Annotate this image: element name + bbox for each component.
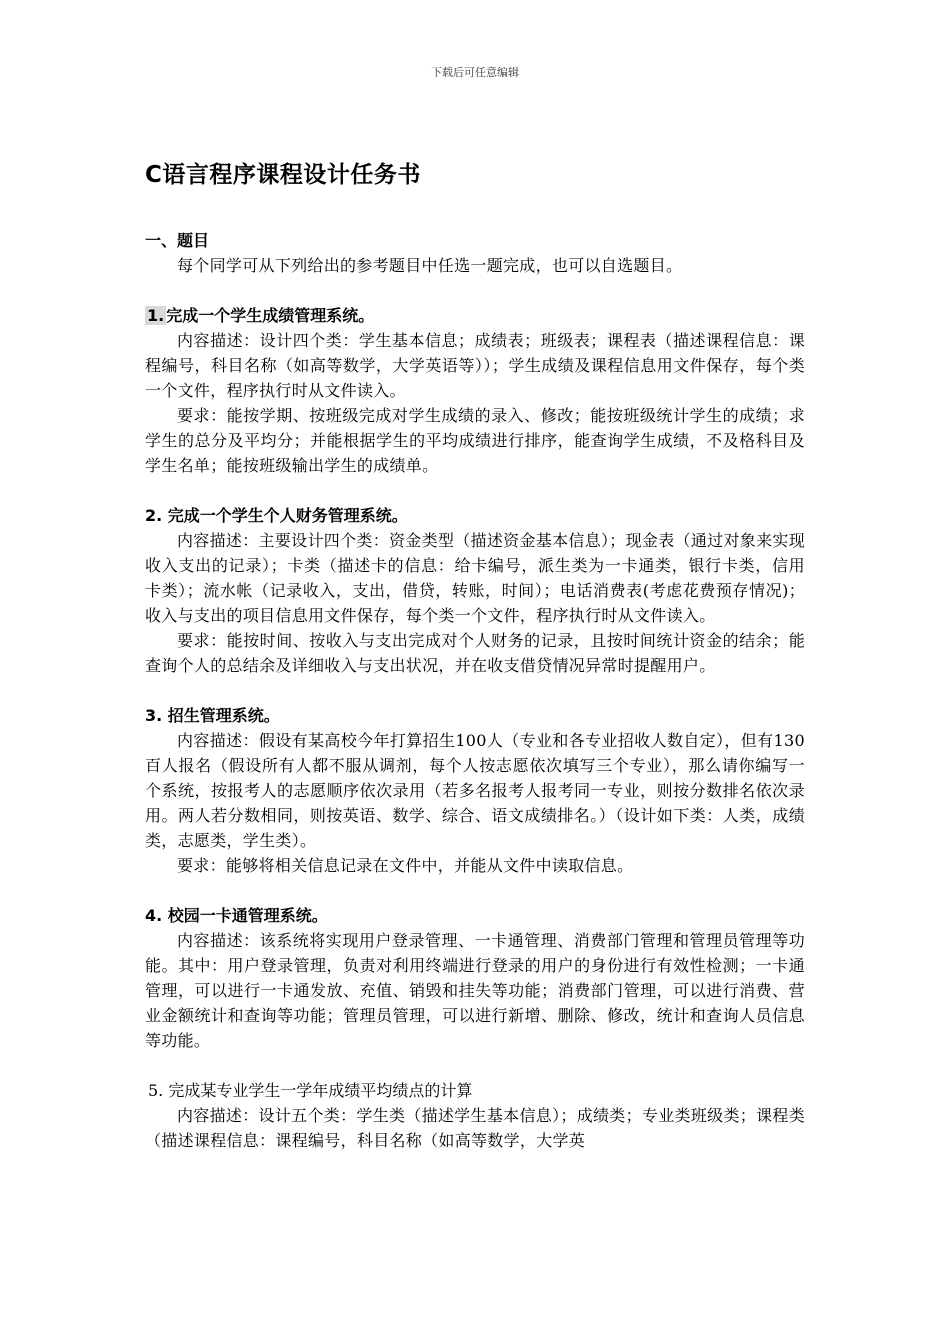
topic-title: [145, 1078, 805, 1103]
topic-title: [145, 903, 805, 928]
topic-title-text: 完成某专业学生一学年成绩平均绩点的计算: [168, 1081, 473, 1100]
topic-title: [145, 503, 805, 528]
header-note: 下载后可任意编辑: [431, 66, 519, 79]
topic-title-text: 完成一个学生成绩管理系统。: [166, 306, 375, 325]
topic-paragraph: 内容描述：设计五个类：学生类（描述学生基本信息）；成绩类；专业类班级类；课程类（描述课程信息：课程编号，科目名称（如高等数学，大学英: [145, 1106, 805, 1150]
topic-paragraph: 内容描述：主要设计四个类：资金类型（描述资金基本信息）；现金表（通过对象来实现收入支出的记录）；卡类（描述卡的信息：给卡编号，派生类为一卡通类，银行卡类，信用卡类）；流水帐（记录收入，支出，借贷，转账，时间）；电话消费表(考虑花费预存情况)；收入与支出的项目信息用文件保存，每个类一个文件，程序执行时从文件读入。: [145, 531, 805, 625]
topic-paragraph: 内容描述：设计四个类：学生基本信息；成绩表；班级表；课程表（描述课程信息：课程编号，科目名称（如高等数学，大学英语等））；学生成绩及课程信息用文件保存，每个类一个文件，程序执行时从文件读入。: [145, 331, 805, 400]
topic-2: [145, 503, 805, 678]
topic-title-text: 完成一个学生个人财务管理系统。: [167, 506, 408, 525]
topic-title-text: 校园一卡通管理系统。: [167, 906, 328, 925]
topic-number: 3.: [145, 706, 168, 725]
topic-number: 2.: [145, 506, 168, 525]
topic-title-text: 招生管理系统。: [167, 706, 280, 725]
topic-number: 1.: [147, 306, 165, 325]
topic-paragraph: 要求：能够将相关信息记录在文件中，并能从文件中读取信息。: [177, 856, 634, 875]
topic-paragraph: 要求：能按时间、按收入与支出完成对个人财务的记录，且按时间统计资金的结余；能查询个人的总结余及详细收入与支出状况，并在收支借贷情况异常时提醒用户。: [145, 631, 805, 675]
topic-5: [145, 1078, 805, 1153]
topic-title: [145, 303, 805, 328]
topic-title: [145, 703, 805, 728]
topic-4: [145, 903, 805, 1053]
topic-3: [145, 703, 805, 878]
topic-paragraph: 要求：能按学期、按班级完成对学生成绩的录入、修改；能按班级统计学生的成绩；求学生的总分及平均分；并能根据学生的平均成绩进行排序，能查询学生成绩，不及格科目及学生名单；能按班级输出学生的成绩单。: [145, 406, 805, 475]
document-body: [145, 158, 805, 1153]
topic-number: 5.: [148, 1081, 169, 1100]
document-title: C语言程序课程设计任务书: [145, 162, 421, 188]
topic-paragraph: 内容描述：假设有某高校今年打算招生100人（专业和各专业招收人数自定），但有130百人报名（假设所有人都不服从调剂，每个人按志愿依次填写三个专业），那么请你编写一个系统，按报考人的志愿顺序依次录用（若多名报考人报考同一专业，则按分数排名依次录用。两人若分数相同，则按英语、数学、综合、语文成绩排名。）（设计如下类：人类，成绩类，志愿类，学生类）。: [145, 731, 805, 850]
section-intro: 每个同学可从下列给出的参考题目中任选一题完成，也可以自选题目。: [177, 256, 683, 275]
topic-paragraph: 内容描述：该系统将实现用户登录管理、一卡通管理、消费部门管理和管理员管理等功能。其中：用户登录管理，负责对利用终端进行登录的用户的身份进行有效性检测；一卡通管理，可以进行一卡通发放、充值、销毁和挂失等功能；消费部门管理，可以进行消费、营业金额统计和查询等功能；管理员管理，可以进行新增、删除、修改，统计和查询人员信息等功能。: [145, 931, 805, 1050]
topic-number: 4.: [145, 906, 168, 925]
topic-1: [145, 303, 805, 478]
section-heading: 一、题目: [145, 231, 210, 250]
